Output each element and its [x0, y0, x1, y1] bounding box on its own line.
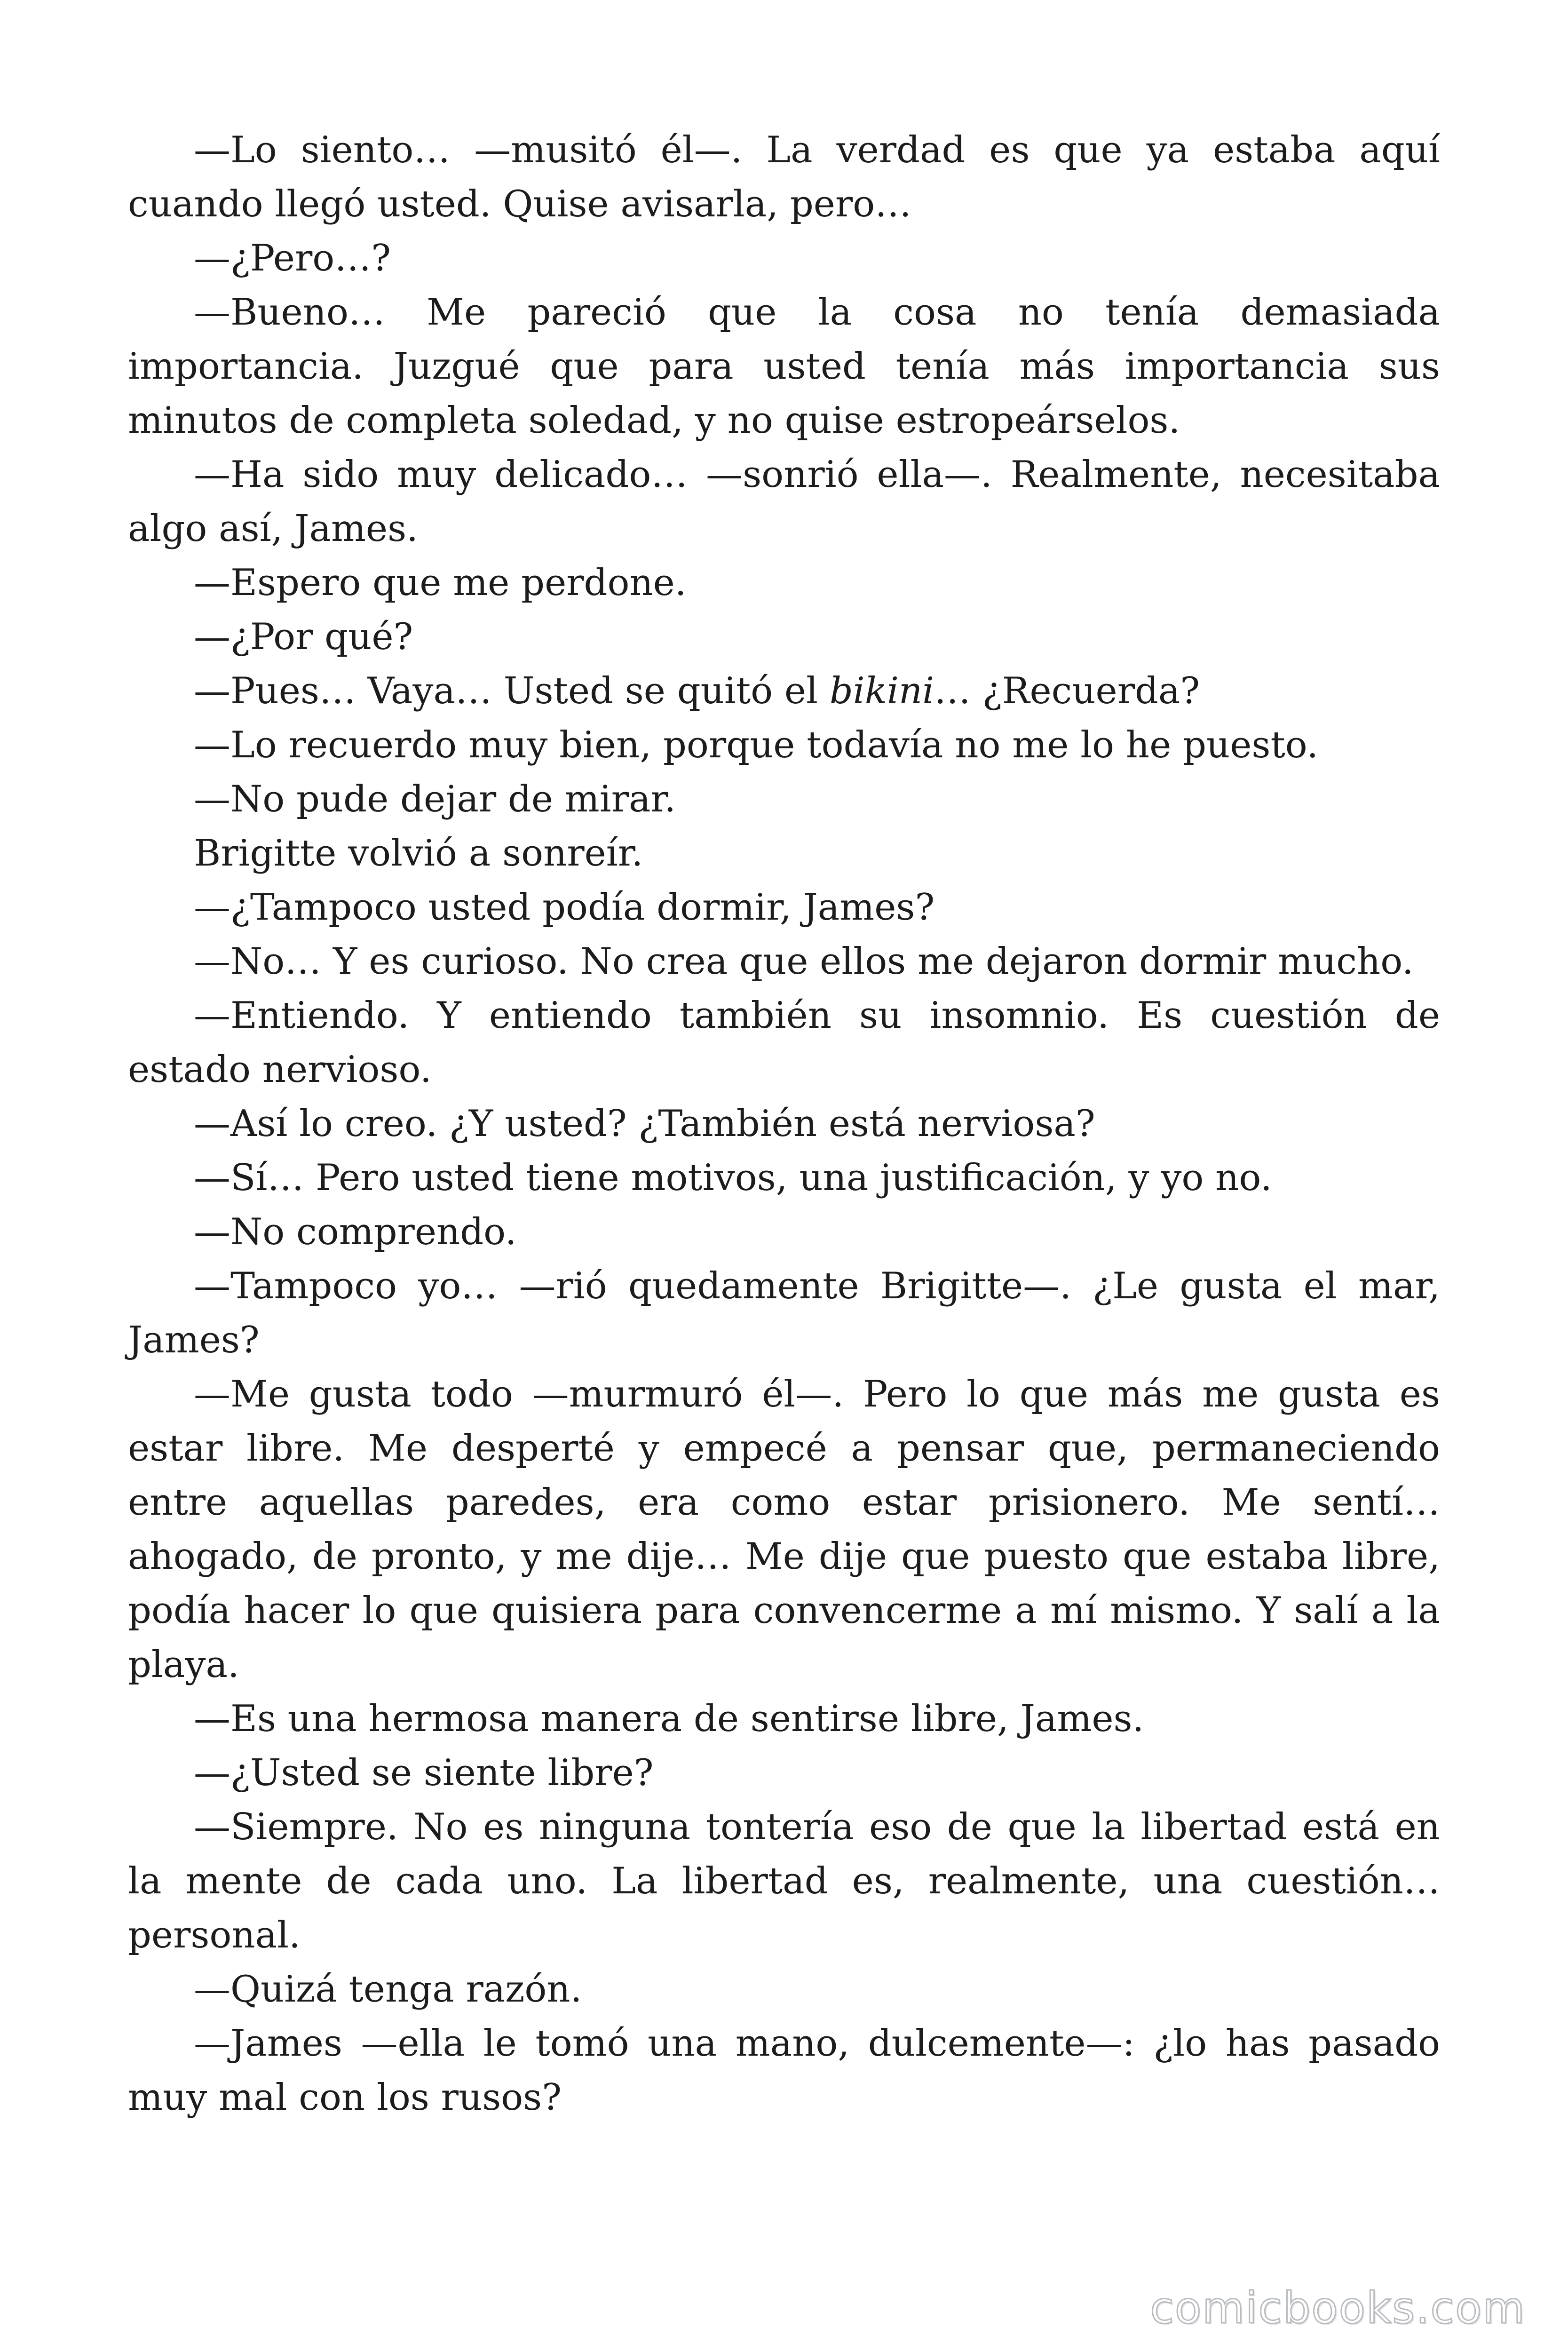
paragraph: —Así lo creo. ¿Y usted? ¿También está nerviosa?: [194, 1103, 1095, 1145]
paragraph: —¿Por qué?: [194, 616, 413, 658]
paragraph: —¿Usted se siente libre?: [194, 1752, 654, 1794]
book-page-text: [128, 123, 1440, 2125]
paragraph-text: —Pues… Vaya… Usted se quitó el: [194, 670, 830, 712]
paragraph: —No comprendo.: [194, 1211, 517, 1253]
paragraph: —Siempre. No es ninguna tontería eso de que la libertad está en la mente de cada uno. La libertad es, realmente, una cuestión… personal.: [128, 1806, 1440, 1956]
paragraph: —Sí… Pero usted tiene motivos, una justificación, y yo no.: [194, 1157, 1272, 1199]
paragraph: —Bueno… Me pareció que la cosa no tenía demasiada importancia. Juzgué que para usted tenía más importancia sus minutos de completa soledad, y no quise estropeárselos.: [128, 291, 1440, 442]
paragraph: [128, 664, 1440, 718]
paragraph: —Entiendo. Y entiendo también su insomnio. Es cuestión de estado nervioso.: [128, 994, 1440, 1091]
paragraph: —James —ella le tomó una mano, dulcemente—: ¿lo has pasado muy mal con los rusos?: [128, 2022, 1440, 2119]
paragraph: —¿Tampoco usted podía dormir, James?: [194, 886, 935, 929]
italic-word: bikini: [829, 670, 934, 712]
paragraph: —¿Pero…?: [194, 237, 391, 279]
paragraph-text: … ¿Recuerda?: [934, 670, 1200, 712]
paragraph: —Lo recuerdo muy bien, porque todavía no me lo he puesto.: [194, 724, 1319, 766]
paragraph: —Me gusta todo —murmuró él—. Pero lo que más me gusta es estar libre. Me desperté y empecé a pensar que, permaneciendo entre aquellas paredes, era como estar prisionero. Me sentí… ahogado, de pronto, y me dije… Me dije que puesto que estaba libre, podía hacer lo que quisiera para convencerme a mí mismo. Y salí a la playa.: [128, 1373, 1440, 1686]
paragraph: —No… Y es curioso. No crea que ellos me dejaron dormir mucho.: [194, 940, 1414, 983]
watermark: comicbooks.com: [1150, 2283, 1526, 2333]
paragraph: —Ha sido muy delicado… —sonrió ella—. Realmente, necesitaba algo así, James.: [128, 453, 1440, 550]
paragraph: —No pude dejar de mirar.: [194, 778, 676, 820]
paragraph: Brigitte volvió a sonreír.: [194, 832, 643, 874]
paragraph: —Lo siento… —musitó él—. La verdad es que ya estaba aquí cuando llegó usted. Quise avisarla, pero…: [128, 129, 1440, 225]
paragraph: —Quizá tenga razón.: [194, 1968, 582, 2010]
paragraph: —Espero que me perdone.: [194, 562, 687, 604]
paragraph: —Es una hermosa manera de sentirse libre, James.: [194, 1698, 1144, 1740]
paragraph: —Tampoco yo… —rió quedamente Brigitte—. ¿Le gusta el mar, James?: [128, 1265, 1440, 1361]
